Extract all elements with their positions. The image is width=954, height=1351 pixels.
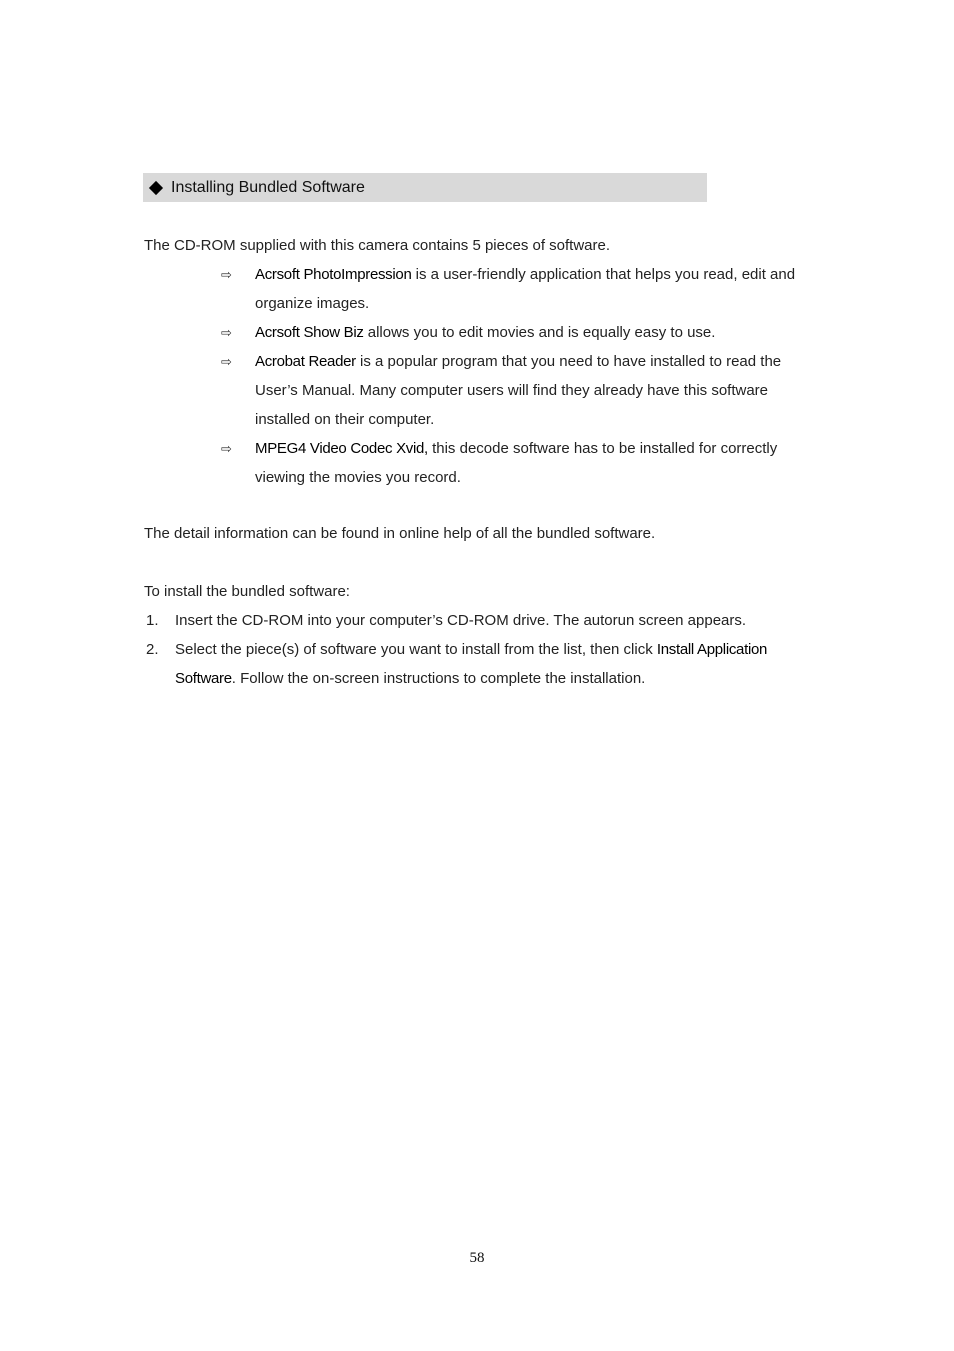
software-description: is a user-friendly application that helps you read, edit and organize images. [255,266,796,312]
software-item-text [255,434,815,492]
software-name: Acrobat Reader [255,353,356,370]
install-application-software-label: Install Application Software [175,641,768,687]
install-step [144,635,824,693]
software-name: MPEG4 Video Codec Xvid, [255,440,428,457]
software-description: allows you to edit movies and is equally easy to use. [363,324,716,341]
software-description: is a popular program that you need to have installed to read the User’s Manual. Many computer users will find they already have this software installed on their computer. [255,353,782,428]
hollow-arrow-icon: ⇨ [221,354,232,369]
install-steps [144,606,824,693]
section-header [143,173,707,202]
diamond-bullet-icon [149,180,163,194]
hollow-arrow-icon: ⇨ [221,325,232,340]
page-number: 58 [469,1250,485,1266]
software-item [221,318,821,347]
hollow-arrow-icon: ⇨ [221,267,232,282]
software-list [221,260,821,492]
software-item [221,260,821,318]
software-description: this decode software has to be installed for correctly viewing the movies you record. [255,440,778,486]
software-item [221,347,821,434]
install-step [144,606,824,635]
software-name: Acrsoft PhotoImpression [255,266,412,283]
software-item [221,434,821,492]
step-number: 1. [146,612,159,629]
detail-note: The detail information can be found in online help of all the bundled software. [144,525,656,542]
software-item-text [255,260,815,318]
software-item-text [255,318,815,347]
step-number: 2. [146,641,159,658]
step-text-after: . Follow the on-screen instructions to complete the installation. [231,670,646,687]
step-text-wrapper [175,635,815,693]
step-text: Insert the CD-ROM into your computer’s CD-ROM drive. The autorun screen appears. [175,612,747,629]
step-text: Select the piece(s) of software you want to install from the list, then click [175,641,657,658]
intro-paragraph: The CD-ROM supplied with this camera contains 5 pieces of software. [144,237,611,254]
software-name: Acrsoft Show Biz [255,324,364,341]
section-title: Installing Bundled Software [171,178,365,196]
install-intro: To install the bundled software: [144,583,350,600]
software-item-text [255,347,815,434]
hollow-arrow-icon: ⇨ [221,441,232,456]
